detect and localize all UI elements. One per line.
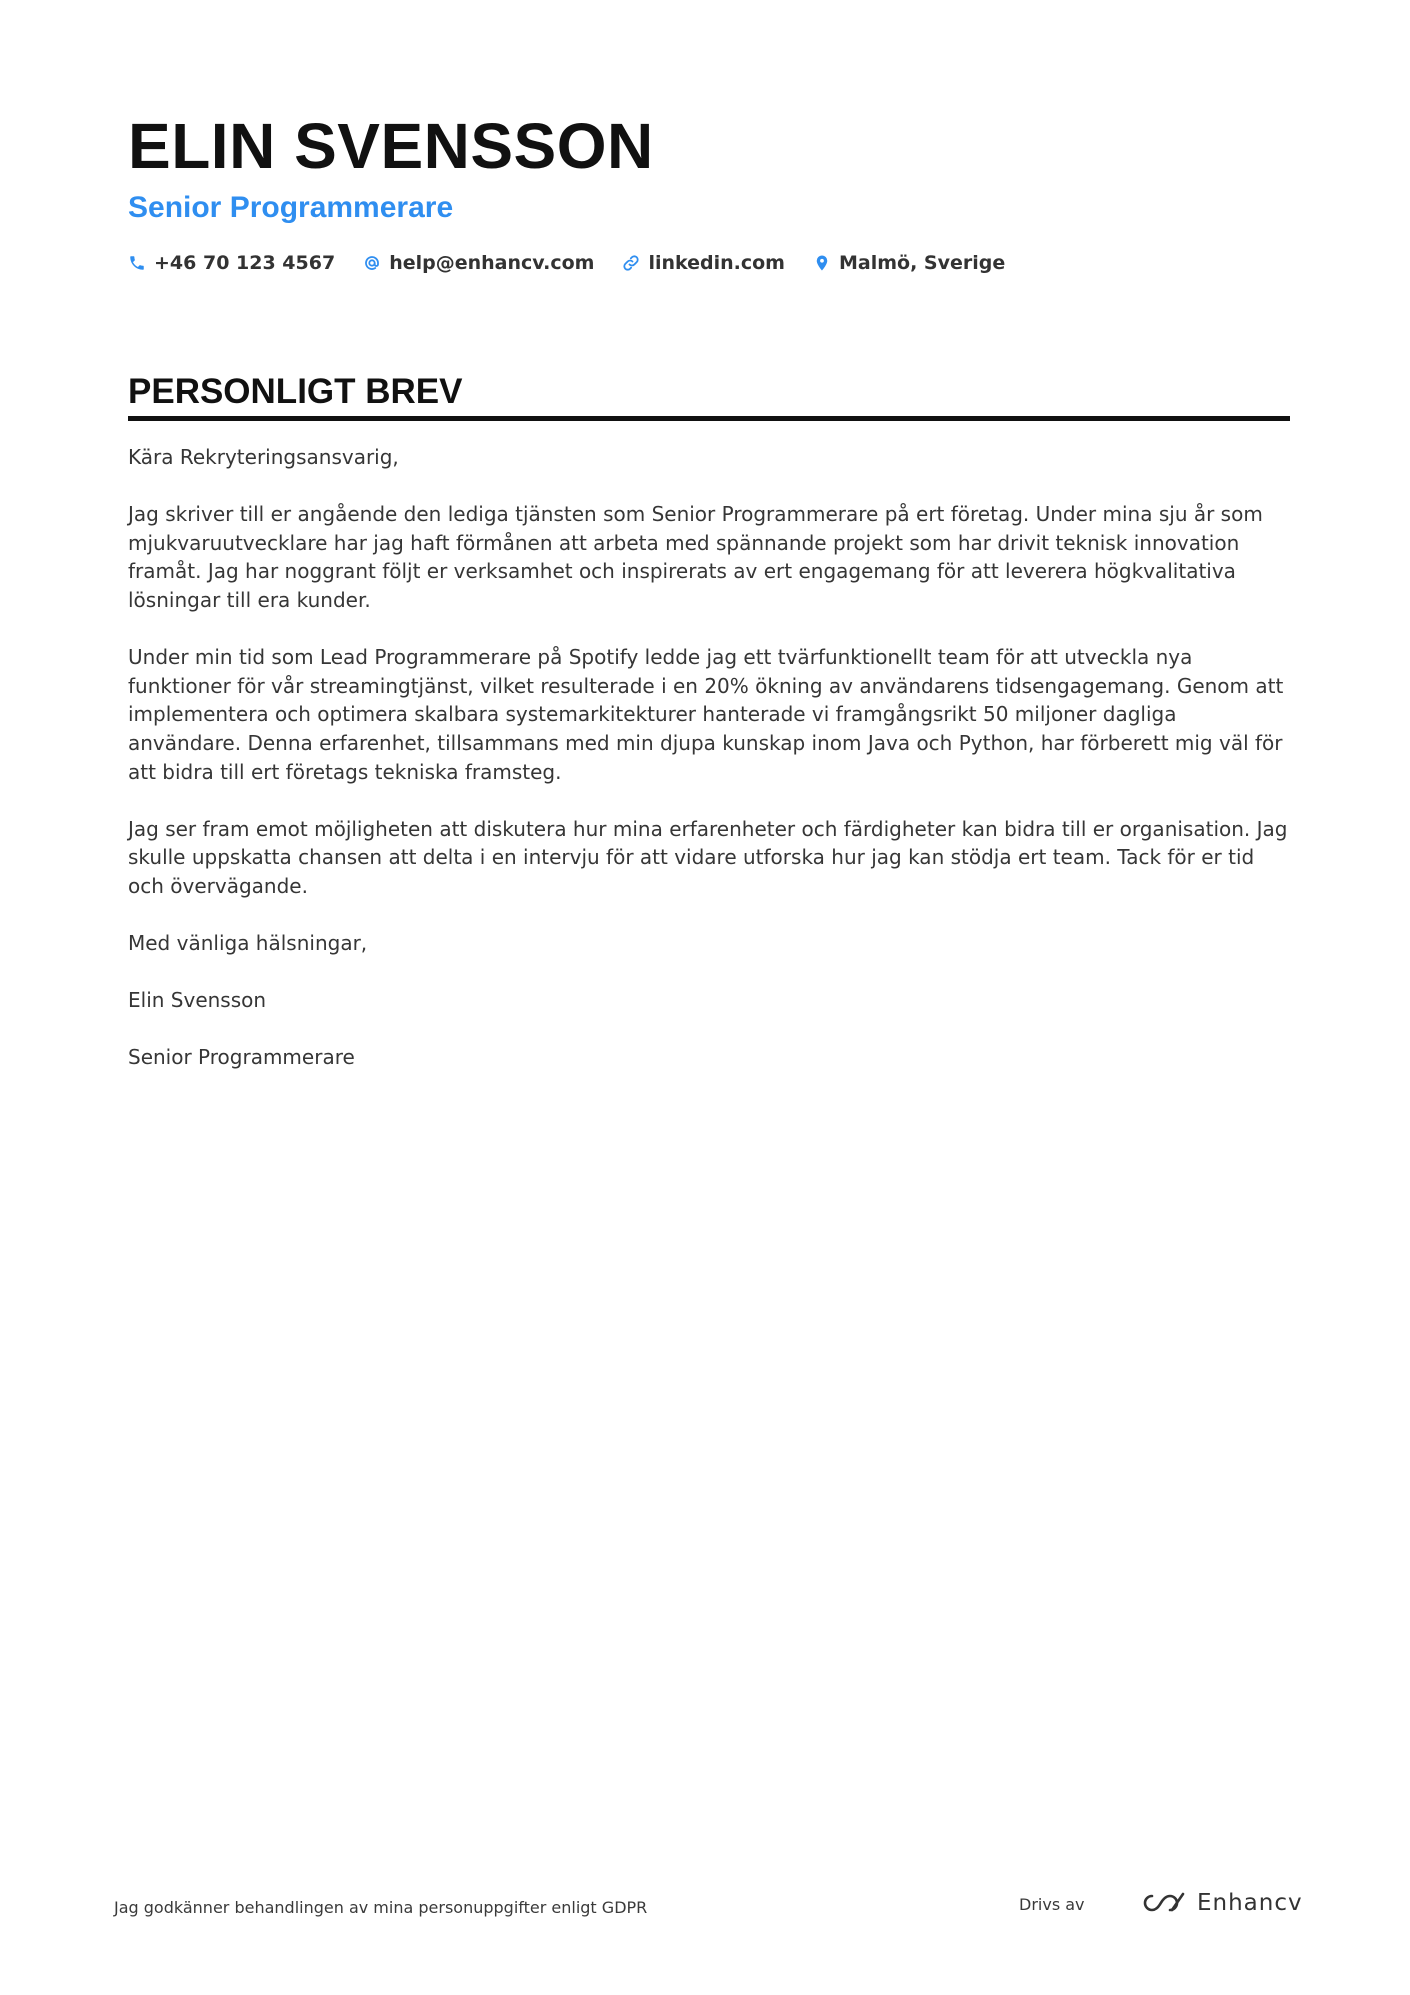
section-divider — [128, 416, 1290, 421]
contact-bar — [128, 252, 1290, 274]
letter-paragraph: Jag ser fram emot möjligheten att diskutera hur mina erfarenheter och färdigheter kan bidra till er organisation. Jag skulle uppskatta chansen att delta i en intervju för att vidare utforska hur jag kan stödja ert team. Tack för er tid och övervägande. — [128, 816, 1288, 898]
applicant-title: Senior Programmerare — [128, 191, 454, 224]
brand-name: Enhancv — [1197, 1890, 1303, 1916]
contact-email[interactable] — [363, 252, 594, 274]
email-text: help@enhancv.com — [389, 252, 595, 274]
letter-paragraph: Under min tid som Lead Programmerare på Spotify ledde jag ett tvärfunktionellt team för att utveckla nya funktioner för vår streamingtjänst, vilket resulterade i en 20% ökning av användarens tidsengagemang. Genom att implementera och optimera skalbara systemarkitekturer hanterade vi framgångsrikt 50 miljoner dagliga användare. Denna erfarenhet, tillsammans med min djupa kunskap inom Java och Python, har förberett mig väl för att bidra till ert företags tekniska framsteg. — [128, 645, 1284, 784]
enhancv-logo-icon — [1139, 1890, 1187, 1916]
location-pin-icon — [813, 254, 831, 272]
signature-name: Elin Svensson — [128, 988, 267, 1013]
enhancv-brand-link[interactable] — [1139, 1890, 1303, 1916]
phone-icon — [128, 254, 146, 272]
linkedin-text: linkedin.com — [648, 252, 785, 274]
applicant-name: ELIN SVENSSON — [128, 110, 654, 182]
letter-body — [128, 443, 1290, 1072]
phone-text: +46 70 123 4567 — [154, 252, 336, 274]
letter-greeting: Kära Rekryteringsansvarig, — [128, 445, 399, 469]
cover-letter-page — [128, 108, 1290, 1101]
signature-title: Senior Programmerare — [128, 1045, 355, 1070]
contact-phone — [128, 252, 335, 274]
letter-closing: Med vänliga hälsningar, — [128, 931, 368, 956]
contact-location — [813, 252, 1005, 274]
at-icon — [363, 254, 381, 272]
location-text: Malmö, Sverige — [838, 252, 1006, 274]
link-icon — [622, 254, 640, 272]
powered-by-text: Drivs av — [1019, 1895, 1085, 1914]
section-heading: PERSONLIGT BREV — [128, 372, 463, 411]
contact-linkedin[interactable] — [622, 252, 785, 274]
page-footer — [114, 1890, 1303, 1922]
letter-paragraph: Jag skriver till er angående den lediga tjänsten som Senior Programmerare på ert företag. Under mina sju år som mjukvaruutvecklare har jag haft förmånen att arbeta med spännande projekt som har drivit teknisk innovation framåt. Jag har noggrant följt er verksamhet och inspirerats av ert engagemang för att leverera högkvalitativa lösningar till era kunder. — [128, 502, 1263, 612]
gdpr-consent-text: Jag godkänner behandlingen av mina personuppgifter enligt GDPR — [114, 1898, 648, 1917]
